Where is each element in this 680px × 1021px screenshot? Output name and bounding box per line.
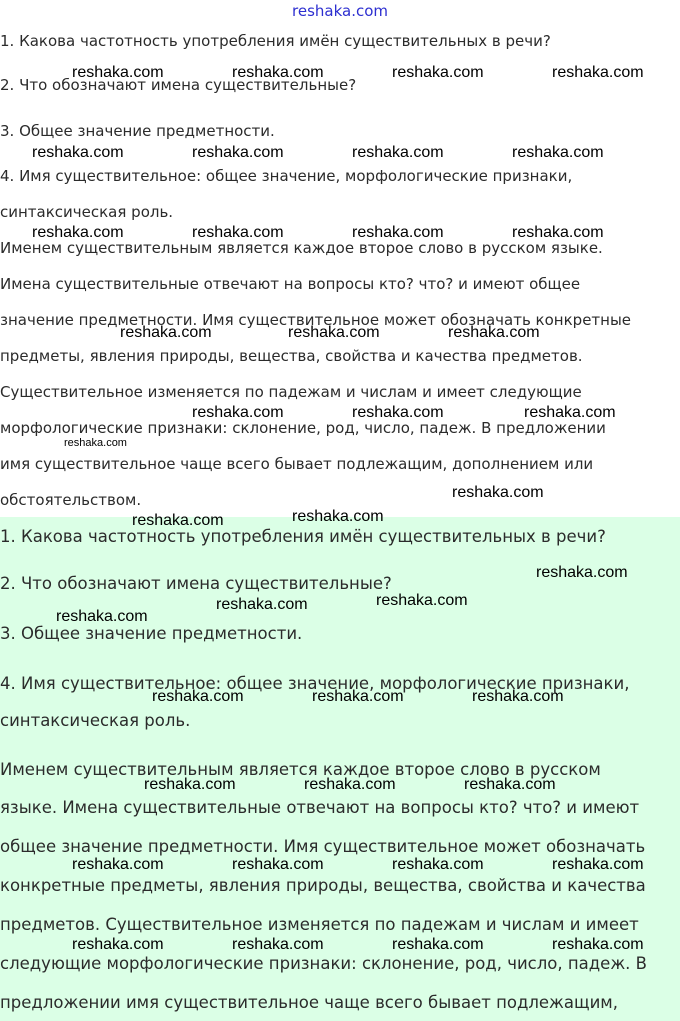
question-4: 4. Имя существительное: общее значение, морфологические признаки, bbox=[0, 674, 630, 693]
answer-line: обстоятельством. bbox=[0, 491, 142, 509]
site-link[interactable]: reshaka.com bbox=[292, 2, 388, 20]
question-2: 2. Что обозначают имена существительные? bbox=[0, 574, 392, 593]
watermark: reshaka.com bbox=[376, 592, 468, 609]
question-1: 1. Какова частотность употребления имён существительных в речи? bbox=[0, 32, 551, 50]
answer-line: предметов. Существительное изменяется по падежам и числам и имеет bbox=[0, 915, 639, 934]
watermark: reshaka.com bbox=[464, 776, 556, 793]
watermark: reshaka.com bbox=[524, 404, 616, 421]
watermark: reshaka.com bbox=[304, 776, 396, 793]
answer-line: значение предметности. Имя существительное может обозначать конкретные bbox=[0, 311, 632, 329]
answer-line: морфологические признаки: склонение, род, число, падеж. В предложении bbox=[0, 419, 606, 437]
answer-line: общее значение предметности. Имя существительное может обозначать bbox=[0, 837, 646, 856]
watermark: reshaka.com bbox=[72, 936, 164, 953]
question-1: 1. Какова частотность употребления имён существительных в речи? bbox=[0, 527, 606, 546]
watermark: reshaka.com bbox=[216, 596, 308, 613]
watermark: reshaka.com bbox=[232, 936, 324, 953]
question-2: 2. Что обозначают имена существительные? bbox=[0, 76, 357, 94]
watermark: reshaka.com bbox=[144, 776, 236, 793]
watermark: reshaka.com bbox=[192, 404, 284, 421]
watermark: reshaka.com bbox=[232, 856, 324, 873]
watermark: reshaka.com bbox=[512, 224, 604, 241]
watermark: reshaka.com bbox=[352, 404, 444, 421]
answer-line: Именем существительным является каждое второе слово в русском языке. bbox=[0, 239, 603, 257]
watermark: reshaka.com bbox=[536, 564, 628, 581]
question-3: 3. Общее значение предметности. bbox=[0, 122, 275, 140]
watermark: reshaka.com bbox=[132, 512, 224, 529]
answer-line: языке. Имена существительные отвечают на вопросы кто? что? и имеют bbox=[0, 798, 640, 817]
watermark: reshaka.com bbox=[452, 484, 544, 501]
answer-line: Имена существительные отвечают на вопросы кто? что? и имеют общее bbox=[0, 275, 581, 293]
answer-line: конкретные предметы, явления природы, вещества, свойства и качества bbox=[0, 876, 646, 895]
question-4-continued: синтаксическая роль. bbox=[0, 203, 174, 221]
watermark: reshaka.com bbox=[232, 64, 324, 81]
answer-line: Именем существительным является каждое второе слово в русском bbox=[0, 760, 601, 779]
watermark: reshaka.com bbox=[472, 688, 564, 705]
watermark: reshaka.com bbox=[56, 608, 148, 625]
site-header bbox=[0, 0, 680, 24]
watermark: reshaka.com bbox=[32, 224, 124, 241]
answer-line: следующие морфологические признаки: склонение, род, число, падеж. В bbox=[0, 954, 647, 973]
watermark: reshaka.com bbox=[64, 437, 127, 449]
watermark: reshaka.com bbox=[392, 856, 484, 873]
watermark: reshaka.com bbox=[192, 144, 284, 161]
question-3: 3. Общее значение предметности. bbox=[0, 624, 303, 643]
watermark: reshaka.com bbox=[552, 936, 644, 953]
question-4-continued: синтаксическая роль. bbox=[0, 711, 191, 730]
watermark: reshaka.com bbox=[512, 144, 604, 161]
answer-line: предложении имя существительное чаще всего бывает подлежащим, bbox=[0, 993, 618, 1012]
watermark: reshaka.com bbox=[312, 688, 404, 705]
watermark: reshaka.com bbox=[352, 224, 444, 241]
watermark: reshaka.com bbox=[292, 508, 384, 525]
answer-line: Существительное изменяется по падежам и числам и имеет следующие bbox=[0, 383, 582, 401]
answer-line: предметы, явления природы, вещества, свойства и качества предметов. bbox=[0, 347, 583, 365]
watermark: reshaka.com bbox=[552, 64, 644, 81]
watermark: reshaka.com bbox=[72, 64, 164, 81]
watermark: reshaka.com bbox=[552, 856, 644, 873]
watermark: reshaka.com bbox=[392, 64, 484, 81]
watermark: reshaka.com bbox=[72, 856, 164, 873]
watermark: reshaka.com bbox=[192, 224, 284, 241]
answer-line: имя существительное чаще всего бывает подлежащим, дополнением или bbox=[0, 455, 594, 473]
watermark: reshaka.com bbox=[392, 936, 484, 953]
watermark: reshaka.com bbox=[120, 324, 212, 341]
watermark: reshaka.com bbox=[32, 144, 124, 161]
question-4: 4. Имя существительное: общее значение, морфологические признаки, bbox=[0, 167, 573, 185]
watermark: reshaka.com bbox=[448, 324, 540, 341]
watermark: reshaka.com bbox=[352, 144, 444, 161]
watermark: reshaka.com bbox=[288, 324, 380, 341]
watermark: reshaka.com bbox=[152, 688, 244, 705]
